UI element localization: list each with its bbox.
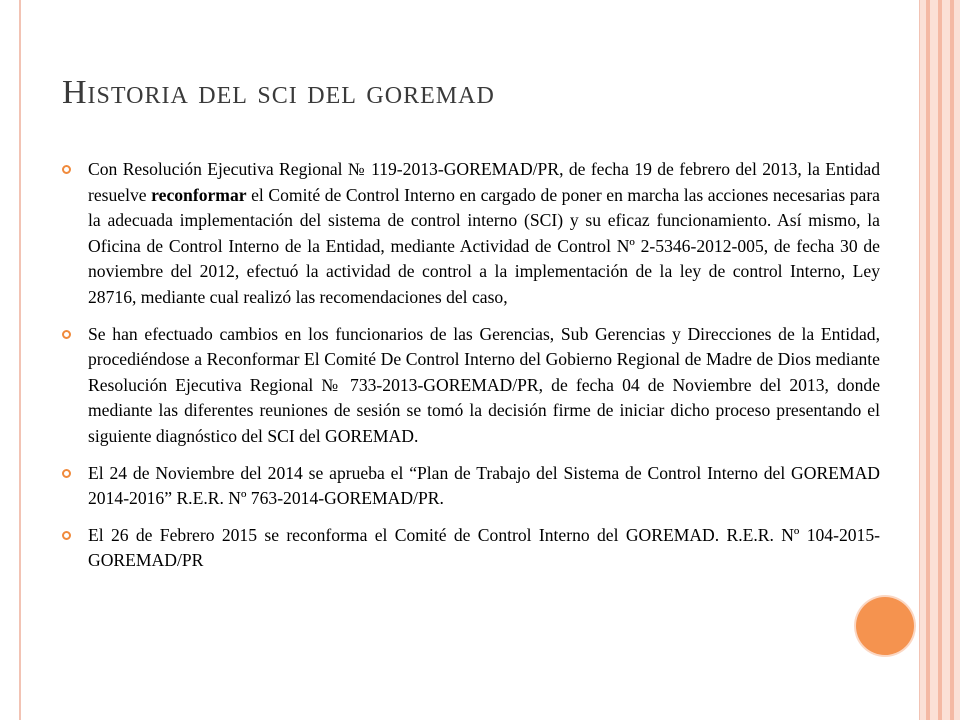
bullet-text-1b: el Comité de Control Interno en cargado de poner en marcha las acciones necesarias para la adecuada implementación del sistema de control interno (SCI) y su eficaz funcionamiento. Así mismo, la Oficina de Control Interno de la Entidad, mediante Actividad de Control Nº 2-5346-2012-005, de fecha 30 de noviembre del 2012, efectuó la actividad de control a la implementación de la ley de control Interno, Ley 28716, mediante cual realizó las recomendaciones del caso, bbox=[88, 184, 880, 307]
slide-title: Historia del sci del goremad bbox=[62, 74, 495, 111]
bullet-text-1a: Con Resolución Ejecutiva Regional № 119-2013-GOREMAD/PR, de fecha 19 de febrero del 2013, la Entidad resuelve bbox=[88, 159, 880, 205]
bullet-item-3 bbox=[62, 461, 880, 512]
decorative-circle bbox=[856, 597, 914, 655]
bullet-bold-text: reconformar bbox=[151, 184, 247, 205]
bullet-text-3: El 24 de Noviembre del 2014 se aprueba el “Plan de Trabajo del Sistema de Control Interno del GOREMAD 2014-2016” R.E.R. Nº 763-2014-GOREMAD/PR. bbox=[88, 462, 880, 509]
ring-bullet-icon bbox=[62, 531, 71, 540]
ring-bullet-icon bbox=[62, 330, 71, 339]
ring-bullet-icon bbox=[62, 469, 71, 478]
ring-bullet-icon bbox=[62, 165, 71, 174]
bullet-text-2: Se han efectuado cambios en los funcionarios de las Gerencias, Sub Gerencias y Direcciones de la Entidad, procediéndose a Reconformar El Comité De Control Interno del Gobierno Regional de Madre de Dios mediante Resolución Ejecutiva Regional № 733-2013-GOREMAD/PR, de fecha 04 de Noviembre del 2013, donde mediante las diferentes reuniones de sesión se tomó la decisión firme de iniciar dicho proceso presentando el siguiente diagnóstico del SCI del GOREMAD. bbox=[88, 323, 880, 446]
bullet-item-1 bbox=[62, 157, 880, 311]
decorative-stripes bbox=[920, 0, 960, 720]
bullet-text-4: El 26 de Febrero 2015 se reconforma el Comité de Control Interno del GOREMAD. R.E.R. Nº 104-2015-GOREMAD/PR bbox=[88, 524, 880, 571]
bullet-list bbox=[62, 157, 880, 585]
bullet-item-4 bbox=[62, 523, 880, 574]
bullet-item-2 bbox=[62, 322, 880, 450]
